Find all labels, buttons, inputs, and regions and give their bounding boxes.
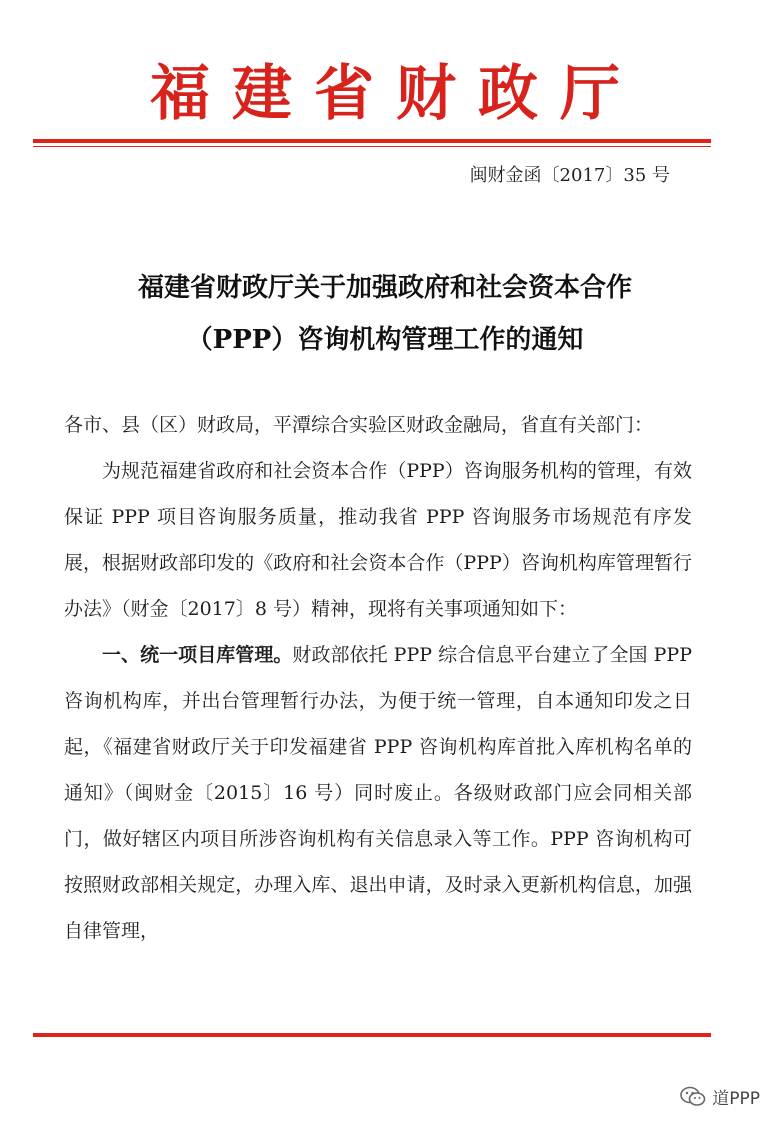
document-number: 闽财金函〔2017〕35 号	[469, 165, 670, 186]
watermark-label: 道PPP	[712, 1089, 760, 1109]
document-title-line2: （PPP）咨询机构管理工作的通知	[186, 325, 584, 355]
watermark	[680, 1084, 760, 1109]
document-title-line1: 福建省财政厅关于加强政府和社会资本合作	[137, 273, 632, 303]
document-body	[64, 402, 692, 954]
section-1-text: 财政部依托 PPP 综合信息平台建立了全国 PPP 咨询机构库，并出台管理暂行办法，为便于统一管理，自本通知印发之日起，《福建省财政厅关于印发福建省 PPP 咨询机构库首批入库机构名单的通知》（闽财金〔2015〕16 号）同时废止。各级财政部门应会同相关部门，做好辖区内项目所涉咨询机构有关信息录入等工作。PPP 咨询机构可按照财政部相关规定，办理入库、退出申请，及时录入更新机构信息，加强自律管理，	[64, 644, 692, 942]
section-1	[64, 632, 692, 954]
section-1-heading: 一、统一项目库管理。	[102, 644, 293, 666]
masthead-title: 福建省财政厅	[150, 59, 642, 129]
addressee: 各市、县（区）财政局，平潭综合实验区财政金融局，省直有关部门：	[64, 414, 654, 436]
masthead-rule-thick	[33, 139, 711, 143]
masthead-rule-thin	[33, 146, 711, 147]
paragraph-intro: 为规范福建省政府和社会资本合作（PPP）咨询服务机构的管理，有效保证 PPP 项目咨询服务质量，推动我省 PPP 咨询服务市场规范有序发展，根据财政部印发的《政府和社会资本合作（PPP）咨询机构库管理暂行办法》（财金〔2017〕8 号）精神，现将有关事项通知如下：	[64, 460, 692, 620]
document-title	[40, 262, 730, 366]
footer-rule	[33, 1033, 711, 1037]
wechat-icon	[680, 1086, 706, 1108]
